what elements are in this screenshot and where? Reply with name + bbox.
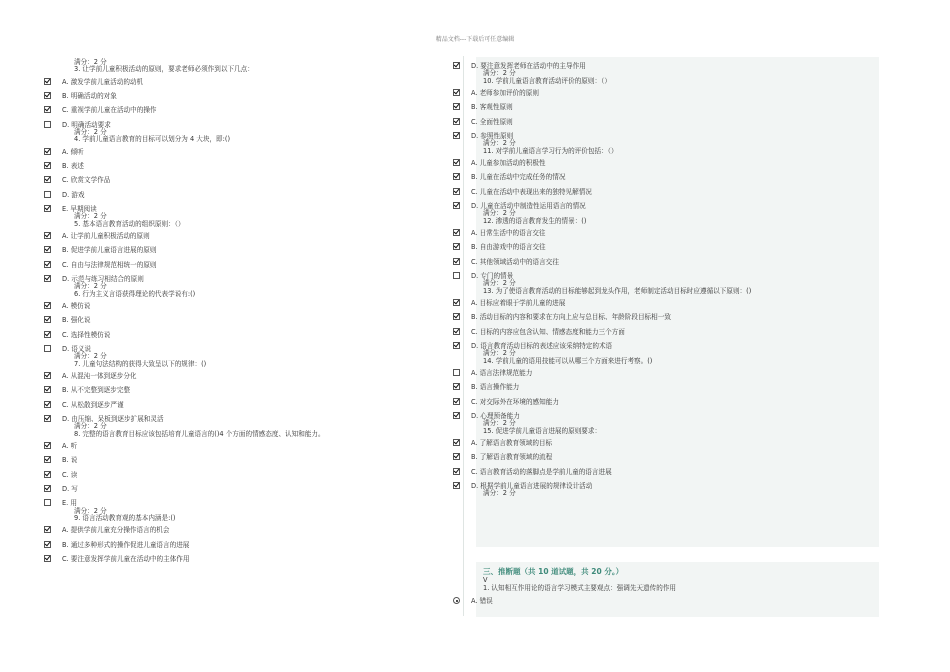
question-label: 满分：2 分 — [74, 128, 107, 136]
checkbox[interactable] — [453, 202, 460, 209]
question-label: 满分：2 分 — [483, 69, 516, 78]
option-label: C. 要注意发挥学前儿童在活动中的主体作用 — [62, 554, 190, 563]
question-stem: 1. 认知相互作用论的语言学习模式主要观点：强调先天遗传的作用 — [483, 584, 677, 592]
checkbox[interactable] — [44, 526, 51, 533]
question-label: 3. 让学前儿童积极活动的原则，要求老师必须作到以下几点： — [74, 65, 254, 74]
checkbox[interactable] — [44, 456, 51, 463]
option-row[interactable] — [44, 302, 464, 310]
question-label: 满分：2 分 — [74, 352, 107, 361]
checkbox[interactable] — [453, 103, 460, 110]
option-row[interactable] — [44, 555, 464, 563]
option-label: A. 让学前儿童积极活动的原则 — [62, 232, 150, 240]
option-row[interactable] — [453, 453, 873, 461]
option-label: D. 根据学前儿童语言进展的规律设计活动 — [471, 482, 593, 490]
option-row[interactable]: A. 错误 — [453, 597, 873, 605]
question-label: 满分：2 分 — [483, 489, 516, 498]
option-row[interactable] — [44, 401, 464, 409]
option-label: D. 游戏 — [62, 190, 85, 199]
option-row[interactable] — [44, 162, 464, 170]
option-label: A. 了解语言教育领域的目标 — [471, 439, 553, 448]
question-text — [44, 65, 464, 73]
option-label: C. 从松散到逐步严谨 — [62, 400, 124, 409]
checkbox[interactable] — [453, 89, 460, 96]
checkbox[interactable] — [453, 328, 460, 335]
question-label: 12. 渗透的语言教育发生的情景：() — [483, 216, 587, 225]
option-row[interactable] — [453, 313, 873, 321]
option-label: B. 自由游戏中的语言交往 — [471, 243, 546, 252]
option-label: E. 用 — [62, 499, 77, 508]
question-label: 满分：2 分 — [483, 419, 516, 428]
option-label: D. 明确活动要求 — [62, 120, 111, 129]
option-label: C. 全面性原则 — [471, 117, 513, 126]
radio-button[interactable] — [453, 597, 460, 604]
question-label: 满分：2 分 — [74, 58, 107, 66]
checkbox[interactable] — [44, 401, 51, 408]
option-row[interactable] — [453, 468, 873, 476]
option-row[interactable] — [44, 191, 464, 199]
question-text — [453, 489, 873, 497]
question-label: 满分：2 分 — [74, 212, 107, 221]
checkbox[interactable] — [44, 92, 51, 99]
checkbox[interactable] — [453, 188, 460, 195]
question-label: 满分：2 分 — [74, 506, 107, 515]
option-label: B. 了解语言教育领域的流程 — [471, 453, 553, 462]
option-label: B. 语言操作能力 — [471, 383, 520, 392]
option-label: D. 儿童在活动中制造性运用语言的情况 — [471, 202, 586, 210]
option-row[interactable] — [44, 316, 464, 324]
option-label: B. 说 — [62, 456, 78, 465]
question-text — [44, 360, 464, 368]
option-label: C. 读 — [62, 470, 78, 479]
checkbox[interactable] — [453, 313, 460, 320]
question-label: 13. 为了使语言教育活动的目标能够起到龙头作用，老师制定活动目标时应遵循以下原则：() — [483, 286, 752, 295]
option-label: A. 模仿说 — [62, 302, 91, 310]
option-row[interactable] — [453, 188, 873, 196]
checkbox[interactable] — [44, 232, 51, 239]
section-mark: V — [483, 576, 488, 584]
checkbox[interactable] — [44, 372, 51, 379]
checkbox[interactable] — [44, 485, 51, 492]
checkbox[interactable] — [44, 386, 51, 393]
checkbox[interactable] — [44, 331, 51, 338]
question-label: 7. 儿童句法结构的获得大致呈以下的规律：() — [74, 359, 207, 368]
option-label: A. 日常生活中的语言交往 — [471, 229, 546, 238]
checkbox[interactable] — [44, 261, 51, 268]
option-row[interactable] — [453, 103, 873, 111]
option-label: D. 专门的情景 — [471, 272, 514, 280]
option-row[interactable] — [44, 176, 464, 184]
option-label: D. 写 — [62, 484, 78, 493]
option-label: B. 强化说 — [62, 316, 91, 325]
option-label: A. 儿童参加活动的积极性 — [471, 159, 546, 168]
checkbox[interactable] — [453, 439, 460, 446]
option-label: C. 对交际外在环境的感知能力 — [471, 397, 559, 406]
checkbox[interactable] — [44, 302, 51, 309]
question-label: 满分：2 分 — [483, 279, 516, 288]
checkbox[interactable] — [44, 415, 51, 422]
question-text — [453, 427, 873, 435]
option-label: A. 老师参加评价的原则 — [471, 89, 539, 98]
checkbox[interactable] — [44, 246, 51, 253]
option-label: B. 促进学前儿童语言进展的原则 — [62, 246, 157, 255]
option-label: C. 目标的内容应包含认知、情感态度和能力三个方面 — [471, 327, 625, 336]
question-label: 满分：2 分 — [483, 209, 516, 218]
checkbox[interactable] — [44, 176, 51, 183]
question-label: 满分：2 分 — [74, 422, 107, 431]
option-row[interactable] — [44, 471, 464, 479]
option-label: B. 儿童在活动中完成任务的情况 — [471, 173, 566, 182]
option-row[interactable] — [453, 299, 873, 307]
question-label: 15. 促进学前儿童语言进展的原则要求： — [483, 426, 602, 435]
checkbox[interactable] — [453, 132, 460, 139]
question-text — [453, 147, 873, 155]
checkbox[interactable] — [44, 345, 51, 352]
option-label: D. 由压缩、呆板到逐步扩展和灵活 — [62, 414, 164, 423]
question-label: 5. 基本语言教育活动的组织原则：（） — [74, 219, 185, 228]
question-text — [453, 217, 873, 225]
question-label: 满分：2 分 — [483, 349, 516, 358]
option-row[interactable] — [44, 261, 464, 269]
checkbox[interactable] — [453, 229, 460, 236]
checkbox[interactable] — [44, 106, 51, 113]
checkbox[interactable] — [44, 541, 51, 548]
option-label: B. 从不完整到逐步完整 — [62, 386, 131, 395]
option-row[interactable] — [44, 526, 464, 534]
option-label: E. 早期阅读 — [62, 204, 97, 213]
checkbox[interactable] — [44, 78, 51, 85]
option-row[interactable] — [44, 386, 464, 394]
option-row[interactable] — [453, 118, 873, 126]
option-label: C. 自由与法律规范相统一的原则 — [62, 260, 157, 269]
question-text — [44, 430, 464, 438]
option-row[interactable] — [44, 106, 464, 114]
option-label: B. 通过多种形式的操作促进儿童语言的进展 — [62, 540, 190, 549]
question-label: 10. 学前儿童语言教育活动评价的原则：（） — [483, 76, 611, 85]
option-row[interactable] — [44, 372, 464, 380]
checkbox[interactable] — [453, 299, 460, 306]
question-text — [453, 357, 873, 365]
option-label: A. 倾听 — [62, 147, 84, 156]
option-label: A. 听 — [62, 442, 78, 450]
question-text — [453, 287, 873, 295]
question-label: 8. 完整的语言教育目标应该包括培育儿童语言的()4 个方面的情感态度、认知和能力。 — [74, 429, 325, 438]
option-label: D. 参照性原则 — [471, 132, 514, 140]
question-label: 4. 学前儿童语言教育的目标可以划分为 4 大块，即:() — [74, 135, 231, 144]
option-label: D. 心理预备能力 — [471, 412, 520, 420]
question-text — [44, 135, 464, 143]
option-label: C. 重视学前儿童在活动中的操作 — [62, 106, 157, 115]
option-label: A. 激发学前儿童活动的动机 — [62, 77, 144, 86]
option-label: A. 语言法律规范能力 — [471, 369, 533, 378]
option-label: C. 其他领域活动中的语言交往 — [471, 257, 559, 266]
question-text — [44, 514, 464, 522]
option-label: B. 客观性原则 — [471, 103, 513, 112]
option-row[interactable] — [453, 383, 873, 391]
option-label: B. 明确活动的对象 — [62, 92, 117, 100]
checkbox[interactable] — [44, 316, 51, 323]
question-label: 满分：2 分 — [483, 139, 516, 148]
question-text — [44, 290, 464, 298]
option-row[interactable] — [453, 398, 873, 406]
question-text — [453, 77, 873, 85]
checkbox[interactable] — [453, 243, 460, 250]
checkbox[interactable] — [44, 471, 51, 478]
checkbox[interactable] — [453, 412, 460, 419]
checkbox[interactable] — [453, 258, 460, 265]
page-header: 精品文档---下载后可任意编辑 — [435, 36, 515, 43]
question-text — [44, 220, 464, 228]
option-label: A. 从混沌一体到逐步分化 — [62, 372, 137, 380]
checkbox[interactable] — [453, 159, 460, 166]
checkbox[interactable] — [453, 398, 460, 405]
checkbox[interactable] — [453, 453, 460, 460]
option-row[interactable] — [453, 439, 873, 447]
option-label: C. 选择性模仿说 — [62, 330, 111, 339]
checkbox[interactable] — [453, 272, 460, 279]
option-row[interactable] — [44, 442, 464, 450]
option-label: C. 儿童在活动中表现出来的独特见解情况 — [471, 187, 592, 196]
checkbox[interactable] — [44, 442, 51, 449]
option-row[interactable] — [44, 541, 464, 549]
checkbox[interactable] — [44, 191, 51, 198]
checkbox[interactable] — [44, 275, 51, 282]
checkbox[interactable] — [44, 205, 51, 212]
checkbox[interactable] — [453, 468, 460, 475]
option-label: D. 语言教育活动目标的表述应该采纳特定的术语 — [471, 342, 613, 350]
option-label: D. 语义说 — [62, 344, 92, 353]
option-row[interactable] — [453, 159, 873, 167]
option-label: D. 要注意发挥老师在活动中的主导作用 — [471, 62, 586, 70]
option-row[interactable] — [453, 328, 873, 336]
option-row[interactable] — [453, 258, 873, 266]
checkbox[interactable] — [453, 173, 460, 180]
checkbox[interactable] — [453, 482, 460, 489]
question-label: 9. 语言活动教育观的基本内涵是:() — [74, 514, 176, 522]
checkbox[interactable] — [44, 121, 51, 128]
option-row[interactable] — [44, 232, 464, 240]
option-row[interactable] — [44, 331, 464, 339]
option-row[interactable] — [453, 369, 873, 377]
option-row[interactable] — [44, 246, 464, 254]
question-label: 满分：2 分 — [74, 282, 107, 291]
option-label: A. 目标应着眼于学前儿童的进展 — [471, 299, 566, 308]
checkbox[interactable] — [453, 118, 460, 125]
option-row[interactable] — [453, 89, 873, 97]
question-label: 6. 行为主义言语获得理论的代表学说有:() — [74, 289, 196, 298]
checkbox[interactable] — [453, 369, 460, 376]
checkbox[interactable] — [453, 342, 460, 349]
checkbox[interactable] — [44, 499, 51, 506]
option-label: A. 提供学前儿童充分操作语言的机会 — [62, 526, 170, 535]
option-row[interactable] — [453, 173, 873, 181]
checkbox[interactable] — [44, 555, 51, 562]
option-row[interactable] — [44, 92, 464, 100]
option-row[interactable] — [44, 78, 464, 86]
section-title: 三、推断题（共 10 道试题，共 20 分。） — [483, 567, 624, 576]
option-row[interactable] — [453, 243, 873, 251]
option-row[interactable] — [44, 148, 464, 156]
question-label: 11. 对学前儿童语言学习行为的评价包括：（） — [483, 146, 618, 155]
checkbox[interactable] — [453, 383, 460, 390]
checkbox[interactable] — [44, 162, 51, 169]
question-label: 14. 学前儿童的语用技能可以从哪三个方面来进行考察。() — [483, 356, 653, 365]
option-label: D. 示范与练习相结合的原则 — [62, 274, 144, 283]
option-label: B. 活动目标的内容和要求在方向上应与总目标、年龄阶段目标相一致 — [471, 313, 671, 322]
option-label: C. 欣赏文学作品 — [62, 176, 111, 185]
option-row[interactable] — [453, 229, 873, 237]
option-label: B. 表述 — [62, 162, 84, 170]
checkbox[interactable] — [453, 62, 460, 69]
option-row[interactable] — [44, 456, 464, 464]
option-row[interactable] — [44, 485, 464, 493]
checkbox[interactable] — [44, 148, 51, 155]
option-label: C. 语言教育活动的落脚点是学前儿童的语言进展 — [471, 467, 612, 476]
